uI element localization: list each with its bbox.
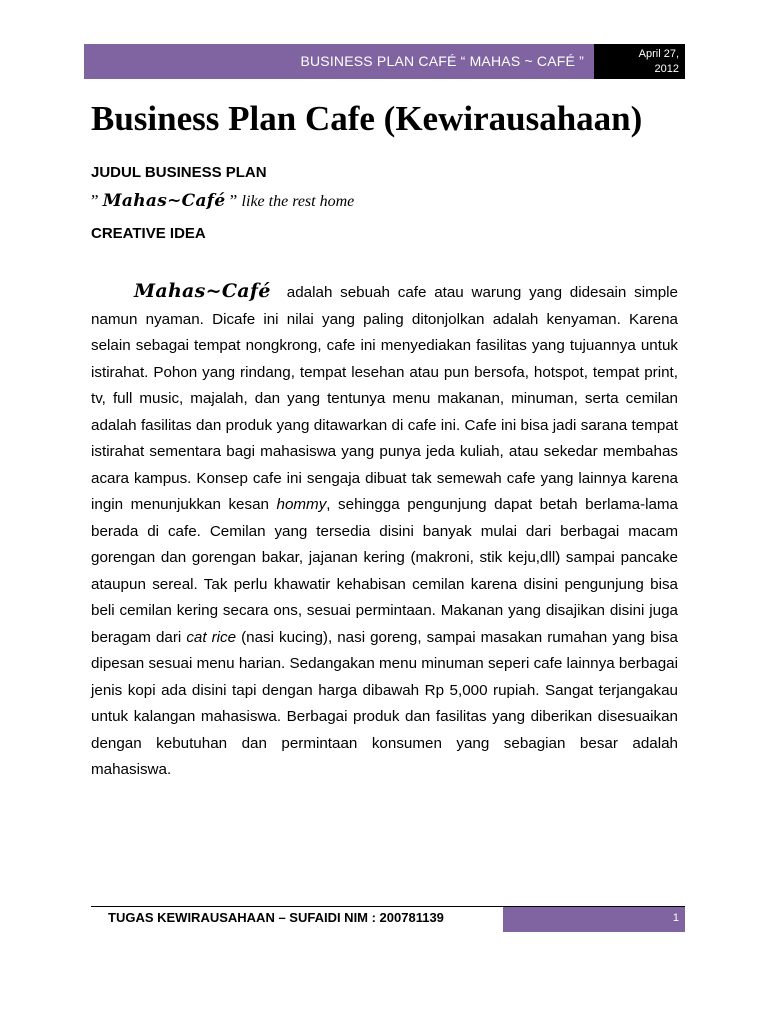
paragraph-brand: Mahas~Café [134,280,271,302]
paragraph-italic-hommy: hommy [276,496,327,513]
paragraph-italic-cat-rice: cat rice [186,628,237,646]
header-title: BUSINESS PLAN CAFÉ “ MAHAS ~ CAFÉ ” [300,53,584,69]
header-date-line2: 2012 [654,63,679,75]
tagline [91,189,354,214]
document-title: Business Plan Cafe (Kewirausahaan) [91,99,643,138]
header-date [594,44,685,79]
tagline-close-quote: ” [225,191,242,210]
section-heading-judul: JUDUL BUSINESS PLAN [91,164,267,181]
paragraph-text-3: (nasi kucing), nasi goreng, sampai masakan rumahan yang bisa dipesan sesuai menu harian. Sedangakan menu minuman seperi cafe lainnya berbagai jenis kopi ada disini tapi dengan harga dibawah Rp 5,000 rupiah. Sangat terjangakau untuk kalangan mahasiswa. Berbagai produk dan fasilitas yang diberikan disesuaikan dengan kebutuhan dan permintaan konsumen yang sebagian besar adalah mahasiswa. [91,628,678,778]
tagline-brand: Mahas~Café [102,191,226,211]
tagline-open-quote: ” [91,191,103,210]
footer-label: TUGAS KEWIRAUSAHAAN – SUFAIDI NIM : 200781139 [108,910,444,925]
section-heading-creative-idea: CREATIVE IDEA [91,225,206,242]
paragraph-text-2: , sehingga pengunjung dapat betah berlama-lama berada di cafe. Cemilan yang tersedia disini banyak mulai dari berbagai macam gorengan dan gorengan bakar, jajanan kering (makroni, stik keju,dll) sampai pancake ataupun sereal. Tak perlu khawatir kehabisan cemilan karena disini pengunjung bisa beli cemilan kering secara ons, sesuai permintaan. Makanan yang disajikan disini juga beragam dari [91,496,678,646]
paragraph-text-1: adalah sebuah cafe atau warung yang didesain simple namun nyaman. Dicafe ini nilai yang paling ditonjolkan adalah kenyaman. Karena selain sebagai tempat nongkrong, cafe ini menyediakan fasilitas yang tujuannya untuk istirahat. Pohon yang rindang, tempat lesehan atau pun bersofa, hotspot, tempat print, tv, full music, majalah, dan yang tentunya menu makanan, minuman, serta cemilan adalah fasilitas dan produk yang ditawarkan di cafe ini. Cafe ini bisa jadi sarana tempat istirahat sementara bagi mahasiswa yang punya jeda kuliah, atau sekedar membahas acara kampus. Konsep cafe ini sengaja dibuat tak semewah cafe yang lainnya karena ingin menunjukkan kesan [91,284,678,513]
page-number: 1 [672,912,679,924]
header-date-line1: April 27, [638,48,679,60]
body-paragraph [91,278,678,784]
tagline-slogan: like the rest home [241,193,355,210]
